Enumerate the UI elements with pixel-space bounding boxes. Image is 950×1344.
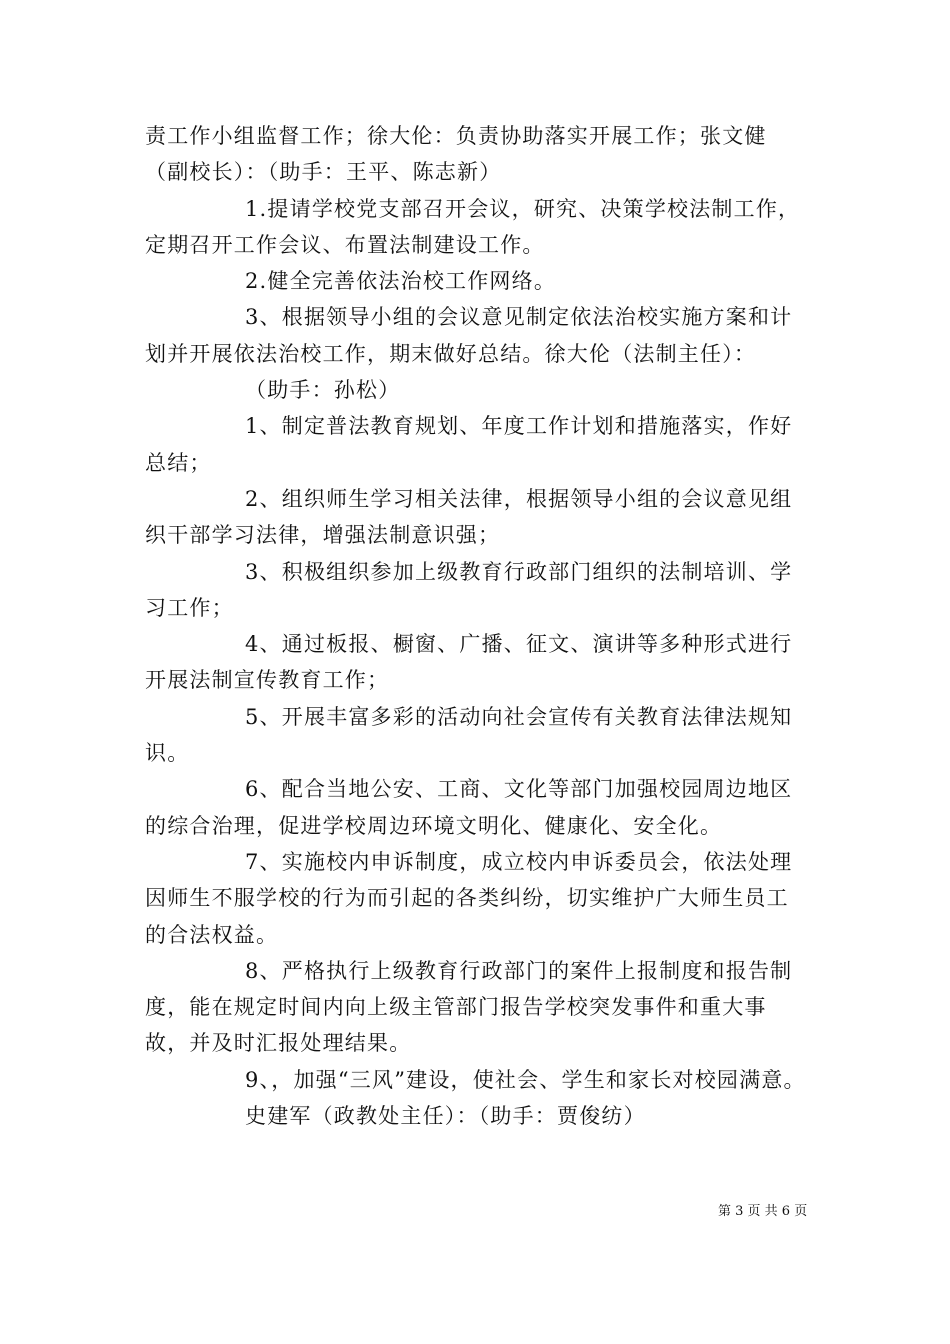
page-number: 第 3 页 共 6 页 <box>718 1204 808 1219</box>
paragraph-task-4: 4、通过板报、橱窗、广播、征文、演讲等多种形式进行开展法制宣传教育工作； <box>145 632 793 693</box>
paragraph-task-9: 9、，加强“三风”建设，使社会、学生和家长对校园满意。 <box>245 1067 806 1092</box>
paragraph-task-7: 7、实施校内申诉制度，成立校内申诉委员会，依法处理因师生不服学校的行为而引起的各类纠纷，切实维护广大师生员工的合法权益。 <box>145 849 793 947</box>
paragraph-task-2: 2、组织师生学习相关法律，根据领导小组的会议意见组织干部学习法律，增强法制意识强； <box>145 486 793 548</box>
paragraph-task-3: 3、积极组织参加上级教育行政部门组织的法制培训、学习工作； <box>145 559 793 620</box>
paragraph-task-1: 1、制定普法教育规划、年度工作计划和措施落实，作好总结； <box>145 414 793 475</box>
paragraph-responsibilities-intro: 责工作小组监督工作；徐大伦：负责协助落实开展工作；张文健（副校长）：（助手：王平、陈志新） <box>145 124 767 185</box>
paragraph-shi-jianjun: 史建军（政教处主任）：（助手：贾俊纺） <box>245 1104 646 1129</box>
paragraph-item-1-party-meeting: 1.提请学校党支部召开会议，研究、决策学校法制工作，定期召开工作会议、布置法制建设工作。 <box>145 196 801 257</box>
paragraph-item-2-network: 2.健全完善依法治校工作网络。 <box>245 269 557 294</box>
paragraph-task-6: 6、配合当地公安、工商、文化等部门加强校园周边地区的综合治理，促进学校周边环境文明化、健康化、安全化。 <box>145 777 793 838</box>
paragraph-assistant-sun-song: （助手：孙松） <box>245 378 401 403</box>
paragraph-task-5: 5、开展丰富多彩的活动向社会宣传有关教育法律法规知识。 <box>145 704 793 766</box>
paragraph-task-8: 8、严格执行上级教育行政部门的案件上报制度和报告制度，能在规定时间内向上级主管部门报告学校突发事件和重大事故，并及时汇报处理结果。 <box>145 958 793 1056</box>
document-body <box>145 118 810 1134</box>
paragraph-item-3-plan: 3、根据领导小组的会议意见制定依法治校实施方案和计划并开展依法治校工作，期末做好总结。徐大伦（法制主任）： <box>145 305 793 366</box>
